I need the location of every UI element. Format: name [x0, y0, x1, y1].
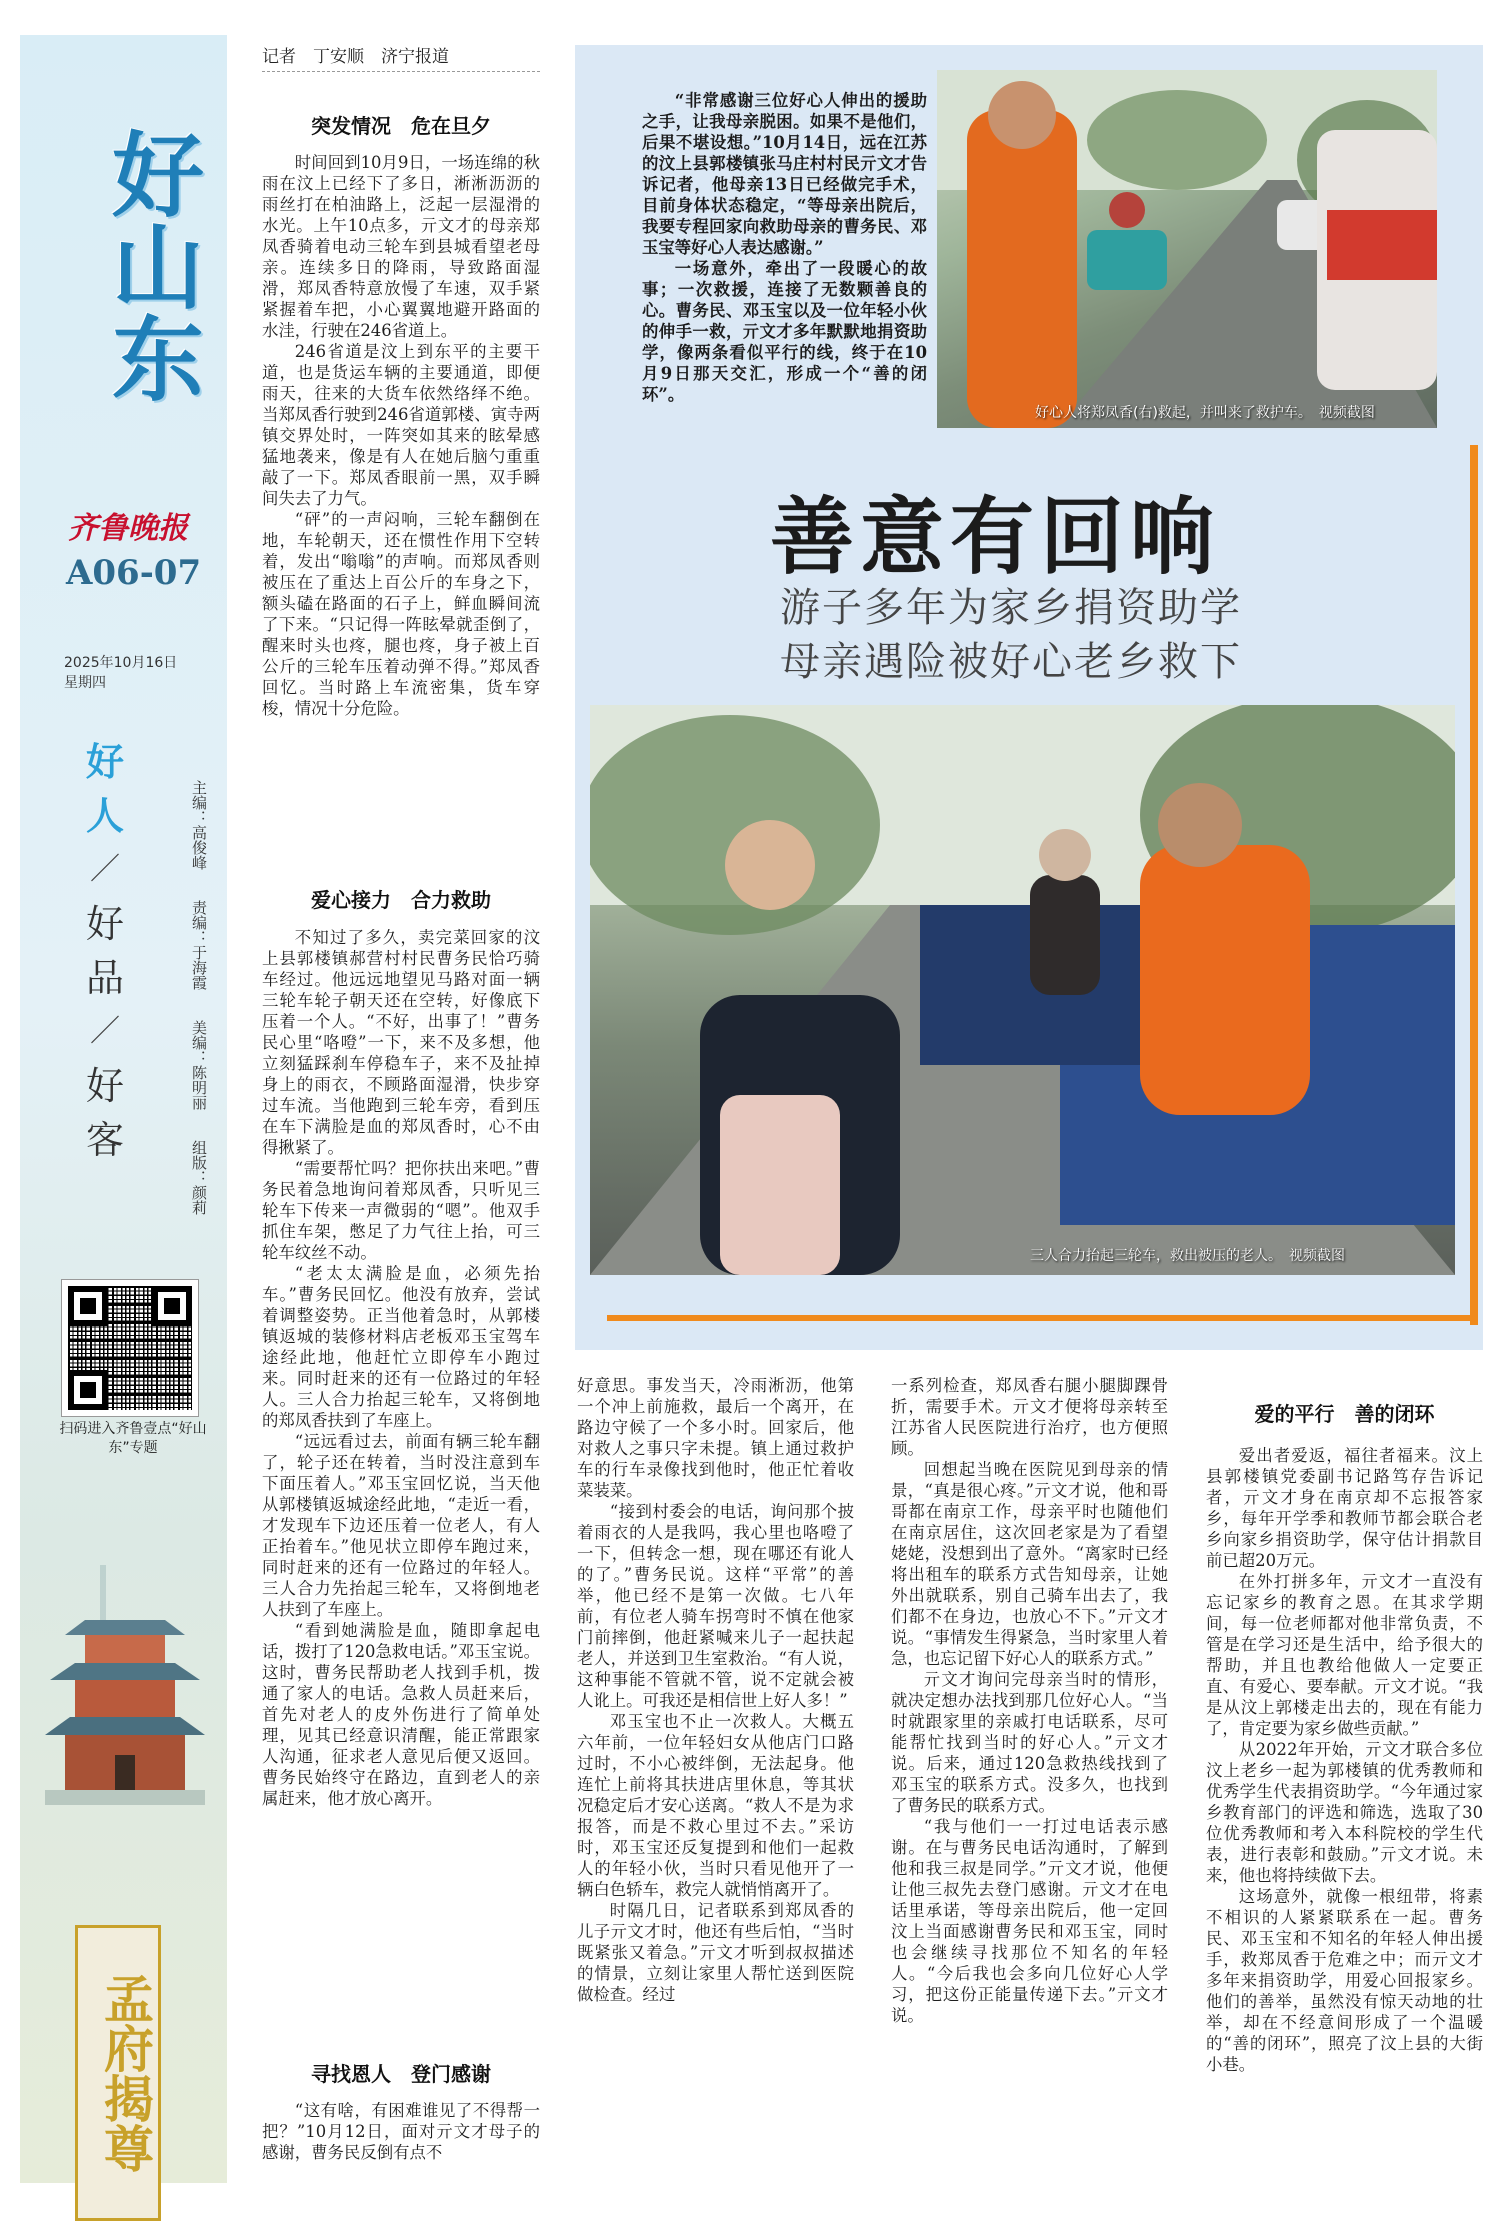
newspaper-logo: 齐鲁晚报: [68, 511, 188, 546]
paragraph: 亓文才询问完母亲当时的情形，就决定想办法找到那几位好心人。“当时就跟家里的亲戚打电话联系，尽可能帮忙找到当时的好心人。”亓文才说。后来，通过120急救热线找到了邓玉宝的联系方式。没多久，也找到了曹务民的联系方式。: [891, 1670, 1168, 1815]
staff-line: 责编：于海霞: [190, 900, 208, 990]
paragraph: 好意思。事发当天，冷雨淅沥，他第一个冲上前施救，最后一个离开，在路边守候了一个多小时。回家后，他对救人之事只字未提。镇上通过救护车的行车录像找到他时，他正忙着收菜装菜。: [577, 1376, 854, 1500]
paragraph: 时间回到10月9日，一场连绵的秋雨在汶上已经下了多日，淅淅沥沥的雨丝打在柏油路上，泛起一层湿滑的水光。上午10点多，亓文才的母亲郑凤香骑着电动三轮车到县城看望老母亲。连续多日的降雨，导致路面湿滑，郑凤香特意放慢了车速，双手紧紧握着车把，小心翼翼地避开路面的水洼，行驶在246省道上。: [262, 153, 540, 340]
qr-code[interactable]: [62, 1280, 198, 1416]
photo-caption: 三人合力抬起三轮车，救出被压的老人。 视频截图: [1030, 1248, 1345, 1264]
paragraph: “远远看过去，前面有辆三轮车翻了，轮子还在转着，当时没注意到车下面压着人。”邓玉宝回忆说，当天他从郭楼镇返城途经此地，“走近一看，才发现车下边还压着一位老人，有人正抬着车。”他见状立即停车跑过来，同时赶来的还有一位路过的年轻人。三人合力先抬起三轮车，又将倒地老人扶到了车座上。: [262, 1432, 540, 1619]
headline: 善意有回响: [770, 487, 1221, 586]
editorial-staff: [190, 900, 230, 1005]
paragraph: “接到村委会的电话，询问那个披着雨衣的人是我吗，我心里也咯噔了一下，但转念一想，现在哪还有讹人的了。”曹务民说。这样“平常”的善举，他已经不是第一次做。七八年前，有位老人骑车拐弯时不慎在他家门前摔倒，他赶紧喊来儿子一起扶起老人，并送到卫生室救治。“有人说，这种事能不管就不管，说不定就会被人讹上。可我还是相信世上好人多！”: [577, 1502, 854, 1710]
article-column: [262, 2100, 540, 2163]
paragraph: “我与他们一一打过电话表示感谢。在与曹务民电话沟通时，了解到他和我三叔是同学。”亓文才说，他便让他三叔先去登门感谢。亓文才在电话里承诺，等母亲出院后，他一定回汶上当面感谢曹务民和邓玉宝，同时也会继续寻找那位不知名的年轻人。“今后我也会多向几位好心人学习，把这份正能量传递下去。”亓文才说。: [891, 1817, 1168, 2025]
paragraph: “这有啥，有困难谁见了不得帮一把？”10月12日，面对亓文才母子的感谢，曹务民反倒有点不: [262, 2101, 540, 2162]
section-label: [80, 735, 130, 1167]
byline: 记者 丁安顺 济宁报道: [262, 42, 540, 72]
section-char: 好: [85, 902, 124, 946]
photo-scene: [590, 705, 1455, 1275]
paragraph: 在外打拼多年，亓文才一直没有忘记家乡的教育之恩。在其求学期间，每一位老师都对他非常负责，不管是在学习还是生活中，给予很大的帮助，并且也教给他做人一定要正直、有爱心、要奉献。亓文才说。“我是从汶上郭楼走出去的，现在有能力了，肯定要为家乡做些贡献。”: [1206, 1572, 1483, 1738]
paragraph: 一系列检查，郑凤香右腿小腿脚踝骨折，需要手术。亓文才便将母亲转至江苏省人民医院进行治疗，也方便照顾。: [891, 1376, 1168, 1458]
issue-date: [64, 653, 177, 693]
qr-finder: [152, 1286, 192, 1326]
section-separator: ／: [90, 852, 120, 887]
paragraph: 从2022年开始，亓文才联合多位汶上老乡一起为郭楼镇的优秀教师和优秀学生代表捐资助学。“今年通过家乡教育部门的评选和筛选，选取了30位优秀教师和考入本科院校的学生代表，进行表彰和鼓励。”亓文才说。未来，他也将持续做下去。: [1206, 1740, 1483, 1885]
paragraph: 246省道是汶上到东平的主要干道，也是货运车辆的主要通道，即便雨天，往来的大货车依然络绎不绝。当郑凤香行驶到246省道郭楼、寅寺两镇交界处时，一阵突如其来的眩晕感猛地袭来，像是有人在她后脑勺重重敲了一下。郑凤香眼前一黑，双手瞬间失去了力气。: [262, 342, 540, 508]
paragraph: 邓玉宝也不止一次救人。大概五六年前，一位年轻妇女从他店门口路过时，不小心被绊倒，无法起身。他连忙上前将其扶进店里休息，等其状况稳定后才安心送离。“救人不是为求报答，而是不救心里过不去。”采访时，邓玉宝还反复提到和他们一起救人的年轻小伙，当时只看见他开了一辆白色轿车，救完人就悄悄离开了。: [577, 1712, 854, 1899]
photo-caption: 好心人将郑凤香(右)救起，并叫来了救护车。 视频截图: [1035, 405, 1375, 421]
date-text: 2025年10月16日: [64, 655, 178, 671]
qr-caption: 扫码进入齐鲁壹点“好山东”专题: [59, 1421, 207, 1456]
rescue-photo-main: [590, 705, 1455, 1275]
intro-paragraph: 一场意外，牵出了一段暖心的故事；一次救援，连接了无数颗善良的心。曹务民、邓玉宝以及一位年轻小伙的伸手一救，亓文才多年默默地捐资助学，像两条看似平行的线，终于在10月9日那天交汇，形成一个“善的闭环”。: [642, 259, 927, 404]
rescue-photo-top: [937, 70, 1437, 428]
section-separator: ／: [90, 1014, 120, 1049]
deck-line: 母亲遇险被好心老乡救下: [780, 639, 1242, 685]
section-char: 好: [85, 1064, 124, 1108]
paragraph: 爱出者爱返，福往者福来。汶上县郭楼镇党委副书记路笃存告诉记者，亓文才身在南京却不忘报答家乡，每年开学季和教师节都会联合老乡向家乡捐资助学，保守估计捐款目前已超20万元。: [1206, 1446, 1483, 1570]
accent-bar-horizontal: [607, 1315, 1478, 1321]
section-char: 人: [85, 794, 124, 838]
staff-line: 主编：高俊峰: [190, 780, 208, 870]
deck-line: 游子多年为家乡捐资助学: [780, 585, 1242, 631]
sidebar-banner: [20, 35, 227, 2183]
paragraph: “砰”的一声闷响，三轮车翻倒在地，车轮朝天，还在惯性作用下空转着，发出“嗡嗡”的声响。而郑凤香则被压在了重达上百公斤的车身之下，额头磕在路面的石子上，鲜血瞬间流了下来。“只记得一阵眩晕就歪倒了，醒来时头也疼，腿也疼，身子被上百公斤的三轮车压着动弹不得。”郑凤香回忆。当时路上车流密集，货车穿梭，情况十分危险。: [262, 510, 540, 718]
article-column: [577, 1375, 854, 2005]
paragraph: “看到她满脸是血，随即拿起电话，拨打了120急救电话。”邓玉宝说。这时，曹务民帮助老人找到手机，拨通了家人的电话。急救人员赶来后，首先对老人的皮外伤进行了简单处理，见其已经意识清醒，能正常跟家人沟通，征求老人意见后便又返回。曹务民始终守在路边，直到老人的亲属赶来，他才放心离开。: [262, 1621, 540, 1808]
paragraph: 时隔几日，记者联系到郑凤香的儿子亓文才时，他还有些后怕，“当时既紧张又着急。”亓文才听到叔叔描述的情景，立刻让家里人帮忙送到医院做检查。经过: [577, 1901, 854, 2004]
editorial-staff: [190, 1020, 230, 1125]
paragraph: 回想起当晚在医院见到母亲的情景，“真是很心疼。”亓文才说，他和哥哥都在南京工作，母亲平时也随他们在南京居住，这次回老家是为了看望姥姥，没想到出了意外。“离家时已经将出租车的联系方式告知母亲，让她外出就联系，别自己骑车出去了，我们都不在身边，也放心不下。”亓文才说。“事情发生得紧急，当时家里人着急，也忘记留下好心人的联系方式。”: [891, 1460, 1168, 1668]
qr-finder: [68, 1286, 108, 1326]
section-char: 客: [85, 1118, 124, 1162]
article-column: [262, 152, 540, 719]
column-title: 好山东: [97, 127, 205, 403]
pagoda-illustration: [45, 1565, 205, 1805]
editorial-staff: [190, 780, 230, 885]
photo-scene: [937, 70, 1437, 428]
staff-line: 组版：颜莉: [190, 1140, 208, 1215]
paragraph: 不知过了多久，卖完菜回家的汶上县郭楼镇郝营村村民曹务民恰巧骑车经过。他远远地望见马路对面一辆三轮车轮子朝天还在空转，好像底下压着一个人。“不好，出事了！”曹务民心里“咯噔”一下，来不及多想，他立刻猛踩刹车停稳车子，来不及扯掉身上的雨衣，不顾路面湿滑，快步穿过车流。当他跑到三轮车旁，看到压在车下满脸是血的郑凤香时，心不由得揪紧了。: [262, 928, 540, 1157]
article-column: [891, 1375, 1168, 2026]
weekday-text: 星期四: [64, 675, 106, 691]
qr-finder: [68, 1370, 108, 1410]
paragraph: 这场意外，就像一根纽带，将素不相识的人紧紧联系在一起。曹务民、邓玉宝和不知名的年轻人伸出援手，救郑凤香于危难之中；而亓文才多年来捐资助学，用爱心回报家乡。他们的善举，虽然没有惊天动地的壮举，却在不经意间形成了一个温暖的“善的闭环”，照亮了汶上县的大街小巷。: [1206, 1887, 1483, 2074]
subhead: 爱的平行 善的闭环: [1254, 1402, 1435, 1426]
subhead: 寻找恩人 登门感谢: [311, 2062, 491, 2086]
editorial-staff: [190, 1140, 230, 1240]
calligraphy-scroll: 孟府揭尊: [75, 1925, 161, 2221]
subhead: 突发情况 危在旦夕: [311, 114, 491, 138]
accent-bar-vertical: [1470, 445, 1478, 1325]
paragraph: “老太太满脸是血，必须先抬车。”曹务民回忆。他没有放弃，尝试着调整姿势。正当他着急时，从郭楼镇返城的装修材料店老板邓玉宝驾车途经此地，他赶忙立即停车小跑过来。同时赶来的还有一位路过的年轻人。三人合力抬起三轮车，又将倒地的郑凤香扶到了车座上。: [262, 1264, 540, 1430]
section-char: 品: [85, 956, 124, 1000]
section-char: 好: [85, 740, 124, 784]
page-number: A06-07: [66, 553, 202, 593]
subhead: 爱心接力 合力救助: [311, 888, 491, 912]
article-column: [262, 927, 540, 1809]
intro-text: [642, 90, 927, 405]
paragraph: “需要帮忙吗？把你扶出来吧。”曹务民着急地询问着郑凤香，只听见三轮车下传来一声微弱的“嗯”。他双手抓住车架，憋足了力气往上抬，可三轮车纹丝不动。: [262, 1159, 540, 1262]
article-column: [1206, 1445, 1483, 2075]
staff-line: 美编：陈明丽: [190, 1020, 208, 1110]
intro-paragraph: “非常感谢三位好心人伸出的援助之手，让我母亲脱困。如果不是他们，后果不堪设想。”10月14日，远在江苏的汶上县郭楼镇张马庄村村民亓文才告诉记者，他母亲13日已经做完手术，目前身体状态稳定，“等母亲出院后，我要专程回家向救助母亲的曹务民、邓玉宝等好心人表达感谢。”: [642, 91, 927, 257]
